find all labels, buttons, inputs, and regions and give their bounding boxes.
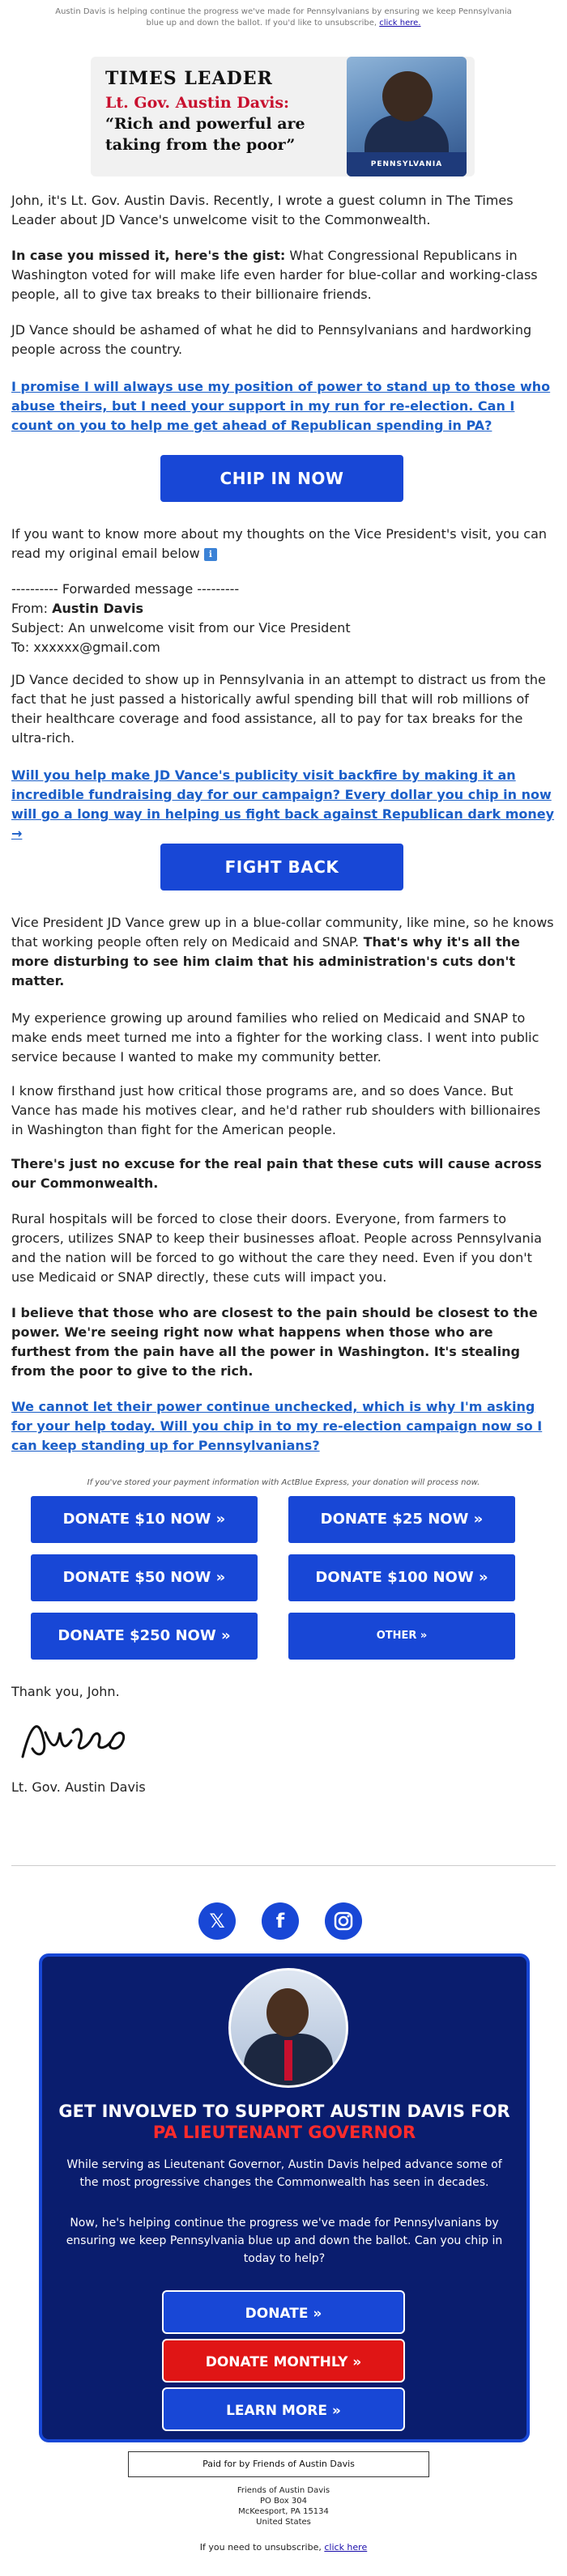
donate-other-button[interactable]: OTHER » — [288, 1613, 515, 1660]
signature-image — [15, 1708, 136, 1773]
donate-100-button[interactable]: DONATE $100 NOW » — [288, 1554, 515, 1601]
top-unsubscribe-link[interactable]: click here. — [379, 19, 421, 28]
top-note — [0, 0, 567, 29]
paid-for-box: Paid for by Friends of Austin Davis — [128, 2451, 429, 2477]
para-1: John, it's Lt. Gov. Austin Davis. Recently, I wrote a guest column in The Times Leader about JD Vance's unwelcome visit to the Commonwealth. — [11, 193, 514, 227]
para-2: In case you missed it, here's the gist: What Congressional Republicans in Washington voted for will make life even harder for blue-collar and working-class people, all to give tax breaks to their billionaire friends. — [11, 248, 538, 302]
footer-paragraph-1: While serving as Lieutenant Governor, Austin Davis helped advance some of the most progressive changes the Commonwealth has seen in decades. — [66, 2158, 502, 2189]
headline — [105, 92, 340, 155]
headline-rest: “Rich and powerful are taking from the poor” — [105, 115, 305, 154]
avatar — [228, 1968, 348, 2088]
para-9: My experience growing up around families who relied on Medicaid and SNAP to make ends meet turned me into a fighter for the working class. I went into public service because I wanted to make my community better. — [11, 1010, 539, 1065]
divider — [11, 1865, 556, 1866]
footer-donate-button[interactable]: DONATE » — [162, 2290, 405, 2334]
info-icon: ℹ — [204, 548, 217, 561]
header-photo — [347, 57, 467, 176]
newspaper-name: TIMES LEADER — [105, 68, 273, 89]
instagram-icon[interactable] — [325, 1902, 362, 1940]
para-7-link[interactable]: Will you help make JD Vance's publicity visit backfire by making it an incredible fundraising day for our campaign? Every dollar you chip in now will go a long way in helping us fight back against Republican dark money → — [11, 767, 555, 841]
para-8: Vice President JD Vance grew up in a blue-collar community, like mine, so he knows that working people often rely on Medicaid and SNAP. That's why it's all the more disturbing to see him claim that his administration's cuts don't matter. — [11, 915, 554, 988]
para-5: If you want to know more about my thoughts on the Vice President's visit, you can read my original email below ℹ — [11, 526, 548, 561]
forward-to: To: xxxxxx@gmail.com — [11, 640, 160, 655]
footer-donate-monthly-button[interactable]: DONATE MONTHLY » — [162, 2339, 405, 2383]
donate-250-button[interactable]: DONATE $250 NOW » — [31, 1613, 258, 1660]
x-icon[interactable]: 𝕏 — [198, 1902, 236, 1940]
forward-subject: Subject: An unwelcome visit from our Vice President — [11, 620, 351, 635]
mailing-address: Friends of Austin Davis PO Box 304 McKeesport, PA 15134 United States — [237, 2486, 330, 2527]
forward-line: ---------- Forwarded message --------- — [11, 581, 240, 597]
donate-25-button[interactable]: DONATE $25 NOW » — [288, 1496, 515, 1543]
para-10: I know firsthand just how critical those programs are, and so does Vance. But Vance has made his motives clear, and he'd rather rub shoulders with billionaires in Washington than fight for the American people. — [11, 1083, 541, 1137]
facebook-icon[interactable]: f — [262, 1902, 299, 1940]
para-12: Rural hospitals will be forced to close their doors. Everyone, from farmers to grocers, utilizes SNAP to keep their businesses afloat. People across Pennsylvania and the nation will be forced to go without the care they need. Even if you don't use Medicaid or SNAP directly, these cuts will impact you. — [11, 1211, 542, 1285]
podium-sign: PENNSYLVANIA — [347, 152, 467, 176]
forward-from: Austin Davis — [52, 601, 144, 616]
para-11: There's just no excuse for the real pain that these cuts will cause across our Commonwealth. — [11, 1156, 542, 1191]
footer-learn-more-button[interactable]: LEARN MORE » — [162, 2387, 405, 2431]
bottom-unsubscribe-link[interactable]: click here — [324, 2542, 368, 2553]
donate-10-button[interactable]: DONATE $10 NOW » — [31, 1496, 258, 1543]
fight-back-button[interactable]: FIGHT BACK — [160, 844, 403, 891]
actblue-note: If you've stored your payment information with ActBlue Express, your donation will process now. — [87, 1478, 480, 1487]
footer-paragraph-2: Now, he's helping continue the progress we've made for Pennsylvanians by ensuring we keep Pennsylvania blue up and down the ballot. Can you chip in today to help? — [66, 2217, 503, 2265]
chip-in-now-button[interactable]: CHIP IN NOW — [160, 455, 403, 502]
para-13: I believe that those who are closest to the pain should be closest to the power. We're seeing right now what happens when those who are furthest from the pain have all the power in Washington. It's stealing from the poor to give to the rich. — [11, 1305, 538, 1379]
footer-card — [39, 1953, 530, 2442]
headline-red: Lt. Gov. Austin Davis: — [105, 94, 290, 112]
para-14-link[interactable]: We cannot let their power continue unchecked, which is why I'm asking for your help today. Will you chip in to my re-election campaign now so I can keep standing up for Pennsylvanians? — [11, 1399, 543, 1453]
footer-title: GET INVOLVED TO SUPPORT AUSTIN DAVIS FOR PA LIEUTENANT GOVERNOR — [58, 2102, 510, 2142]
para-6: JD Vance decided to show up in Pennsylvania in an attempt to distract us from the fact that he just passed a historically awful spending bill that will rob millions of their healthcare coverage and food assistance, all to pay for tax breaks for the ultra-rich. — [11, 672, 546, 746]
thanks-line: Thank you, John. — [11, 1684, 120, 1699]
header-card[interactable] — [91, 57, 475, 176]
para-4-link[interactable]: I promise I will always use my position of power to stand up to those who abuse theirs, but I need your support in my run for re-election. Can I count on you to help me get ahead of Republican spending in PA? — [11, 379, 551, 433]
bottom-unsubscribe: If you need to unsubscribe, click here — [199, 2542, 368, 2553]
top-note-text: Austin Davis is helping continue the progress we've made for Pennsylvanians by ensuring we keep Pennsylvania blue up and down the ballot. If you'd like to unsubscribe, — [55, 7, 512, 28]
forwarded-header: ---------- Forwarded message --------- From: Austin Davis Subject: An unwelcome visit from our Vice President To: xxxxxx@gmail.com — [11, 580, 556, 657]
para-3: JD Vance should be ashamed of what he did to Pennsylvanians and hardworking people across the country. — [11, 322, 532, 357]
signature-name: Lt. Gov. Austin Davis — [11, 1779, 146, 1795]
donate-50-button[interactable]: DONATE $50 NOW » — [31, 1554, 258, 1601]
